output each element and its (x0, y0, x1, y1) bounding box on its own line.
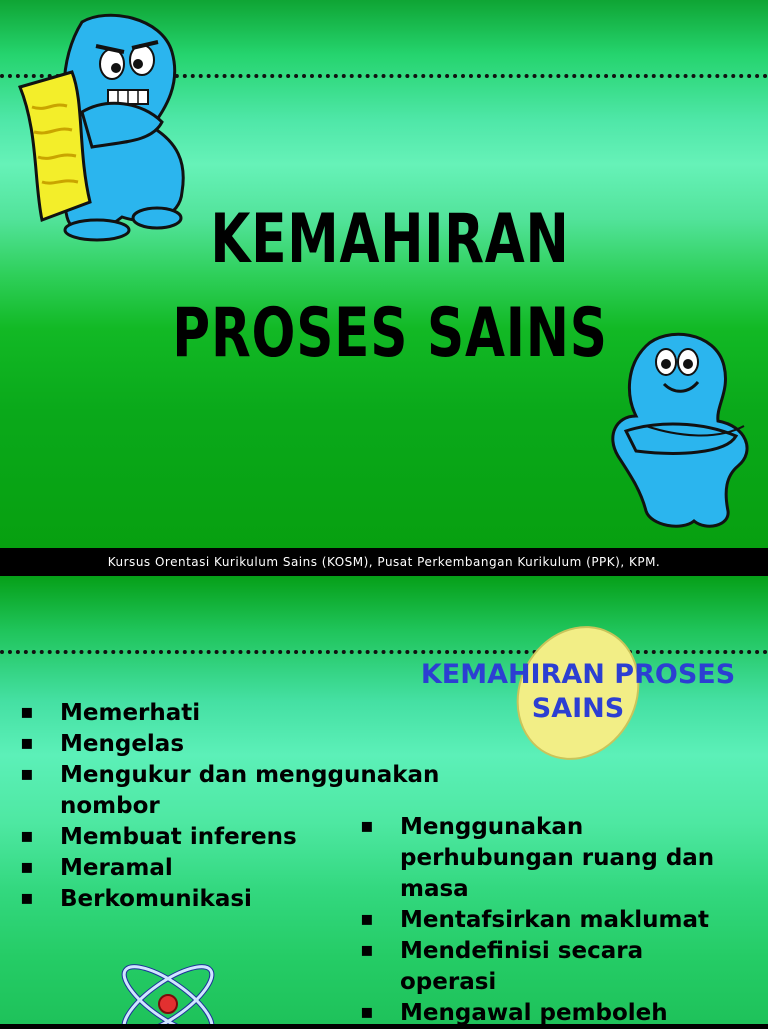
list-item (356, 998, 746, 1029)
slide-2-title: KEMAHIRAN PROSES SAINS (420, 659, 736, 724)
list-item (16, 729, 376, 760)
bullet: ▪ (20, 699, 34, 723)
list-item (16, 853, 376, 884)
bullet: ▪ (360, 906, 374, 930)
right-skill-list (356, 812, 746, 1029)
list-item-label: Mengawal pemboleh (400, 1000, 668, 1026)
list-item (356, 812, 746, 905)
bullet: ▪ (20, 761, 34, 785)
title-line-2: PROSES SAINS (172, 294, 608, 373)
bullet: ▪ (20, 854, 34, 878)
list-item-label: Mentafsirkan maklumat (400, 907, 710, 933)
list-item (16, 884, 376, 915)
list-item-label: Membuat inferens (60, 824, 297, 850)
left-skill-list (16, 698, 440, 915)
bullet: ▪ (360, 813, 374, 837)
bullet: ▪ (20, 730, 34, 754)
title-line-1: KEMAHIRAN (210, 200, 570, 279)
list-item (16, 698, 376, 729)
bullet: ▪ (20, 823, 34, 847)
bullet: ▪ (360, 999, 374, 1023)
dotted-divider (0, 650, 768, 654)
list-item-label: Meramal (60, 855, 173, 881)
list-item-label: Mengelas (60, 731, 185, 757)
footer-band (0, 548, 768, 576)
list-item (356, 936, 746, 998)
list-item (356, 905, 746, 936)
list-item-label: Memerhati (60, 700, 201, 726)
list-item-label: Mengukur dan menggunakan nombor (60, 762, 440, 819)
footer-text: Kursus Orentasi Kurikulum Sains (KOSM), Pusat Perkembangan Kurikulum (PPK), KPM. (107, 555, 661, 569)
cartoon-character-arms-crossed (606, 326, 756, 536)
atom-icon (108, 940, 228, 1024)
list-item-label: Mendefinisi secara operasi (400, 938, 644, 995)
list-item (16, 822, 376, 853)
list-item-label: Menggunakan perhubungan ruang dan masa (400, 814, 715, 902)
list-item-label: Berkomunikasi (60, 886, 252, 912)
bullet: ▪ (360, 937, 374, 961)
bullet: ▪ (20, 885, 34, 909)
